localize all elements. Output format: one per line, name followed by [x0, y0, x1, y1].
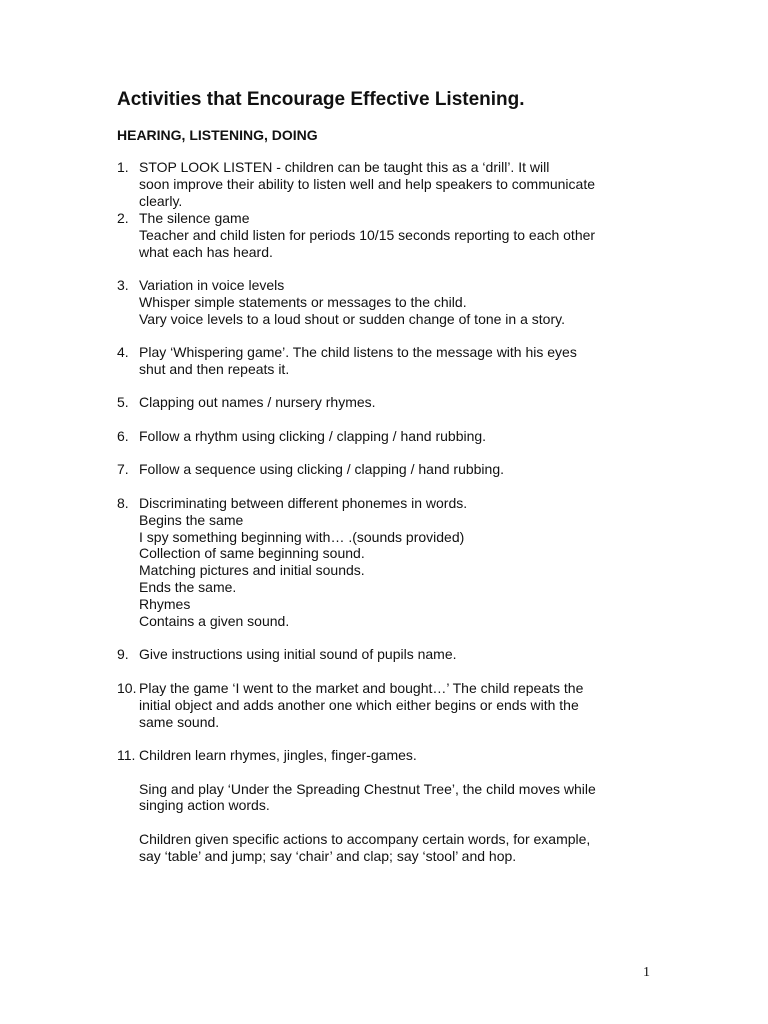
list-item-number: 4.: [117, 344, 129, 360]
list-item-line: Contains a given sound.: [139, 612, 290, 629]
list-item: [117, 277, 657, 327]
list-item-number: 1.: [117, 159, 129, 175]
document-title: Activities that Encourage Effective Listening.: [117, 89, 525, 110]
list-item-text: [139, 646, 657, 663]
list-item-line: shut and then repeats it.: [139, 360, 290, 377]
page-number: 1: [643, 965, 650, 980]
list-item-line: Children given specific actions to accompany certain words, for example,: [139, 830, 591, 847]
list-item: [117, 394, 657, 411]
list-item-number: 2.: [117, 210, 129, 226]
list-item-line: what each has heard.: [139, 243, 273, 260]
list-item-line: Whisper simple statements or messages to the child.: [139, 293, 467, 310]
list-item-text: [139, 461, 657, 478]
list-item: [117, 680, 657, 730]
list-item: [117, 344, 657, 378]
list-item-text: [139, 277, 657, 327]
list-item-line: Play ‘Whispering game’. The child listens to the message with his eyes: [139, 344, 577, 360]
list-item: [117, 428, 657, 445]
list-item-number: 9.: [117, 646, 129, 662]
list-item-line: singing action words.: [139, 797, 270, 814]
list-item-line: say ‘table’ and jump; say ‘chair’ and clap; say ‘stool’ and hop.: [139, 847, 517, 864]
list-item-line: initial object and adds another one which either begins or ends with the: [139, 696, 579, 713]
list-item-line: Rhymes: [139, 595, 191, 612]
list-item-text: [139, 680, 657, 730]
list-item-number: 6.: [117, 428, 129, 444]
list-item-text: [139, 495, 657, 629]
list-item-line: Give instructions using initial sound of pupils name.: [139, 646, 457, 662]
list-item-text: [139, 394, 657, 411]
list-item-line: Play the game ‘I went to the market and bought…’ The child repeats the: [139, 680, 584, 696]
list-item: [117, 747, 657, 865]
list-item-number: 3.: [117, 277, 129, 293]
list-item-number: 7.: [117, 461, 129, 477]
list-item-text: [139, 210, 657, 260]
list-item-line: The silence game: [139, 210, 250, 226]
list-item-text: [139, 344, 657, 378]
list-item-line: soon improve their ability to listen well and help speakers to communicate: [139, 175, 596, 192]
list-item-number: 8.: [117, 495, 129, 511]
list-item-line: Collection of same beginning sound.: [139, 545, 365, 562]
list-item-line: Children learn rhymes, jingles, finger-games.: [139, 747, 417, 763]
list-item-line: Sing and play ‘Under the Spreading Chestnut Tree’, the child moves while: [139, 780, 596, 797]
list-item-number: 11.: [117, 747, 136, 763]
list-item: [117, 646, 657, 663]
list-item: [117, 210, 657, 260]
list-item-line: Vary voice levels to a loud shout or sudden change of tone in a story.: [139, 310, 565, 327]
list-item-line: same sound.: [139, 713, 220, 730]
list-item-text: [139, 747, 657, 865]
list-item-line: STOP LOOK LISTEN - children can be taught this as a ‘drill’. It will: [139, 159, 550, 175]
list-item: [117, 495, 657, 629]
list-item-line: Ends the same.: [139, 578, 237, 595]
list-item-line: Teacher and child listen for periods 10/15 seconds reporting to each other: [139, 226, 596, 243]
list-item-line: [139, 814, 657, 831]
list-item: [117, 461, 657, 478]
list-item-line: Variation in voice levels: [139, 277, 285, 293]
list-item-line: Clapping out names / nursery rhymes.: [139, 394, 376, 410]
document-subtitle: HEARING, LISTENING, DOING: [117, 127, 318, 143]
list-item-line: clearly.: [139, 192, 183, 209]
list-item-line: Discriminating between different phonemes in words.: [139, 495, 468, 511]
list-item-number: 10.: [117, 680, 137, 696]
list-item-line: Follow a rhythm using clicking / clapping / hand rubbing.: [139, 428, 487, 444]
list-item-number: 5.: [117, 394, 129, 410]
list-item-line: Matching pictures and initial sounds.: [139, 562, 365, 579]
list-item-line: Follow a sequence using clicking / clapping / hand rubbing.: [139, 461, 505, 477]
list-item-line: I spy something beginning with… .(sounds provided): [139, 528, 465, 545]
list-item-line: Begins the same: [139, 511, 244, 528]
list-item: [117, 159, 657, 209]
list-item-text: [139, 428, 657, 445]
list-item-line: [139, 764, 657, 781]
list-item-text: [139, 159, 657, 209]
